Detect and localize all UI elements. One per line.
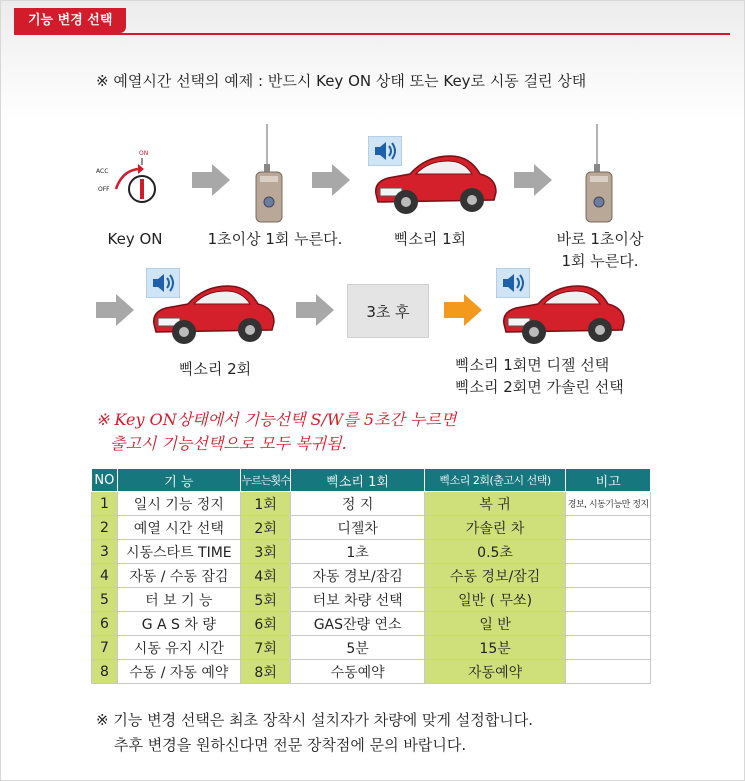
warning-line: ※ Key ON상태에서 기능선택 S/W를 5초간 누르면 [96, 410, 457, 429]
cell-remarks [566, 540, 651, 564]
cell-press-count: 4회 [240, 564, 291, 588]
cell-function: 시동 유지 시간 [117, 636, 240, 660]
cell-beep-twice: 15분 [424, 636, 566, 660]
reset-warning [96, 408, 456, 456]
cell-no: 3 [92, 540, 118, 564]
cell-beep-once: 1초 [291, 540, 424, 564]
cell-no: 7 [92, 636, 118, 660]
cell-no: 8 [92, 660, 118, 684]
cell-remarks: 경보, 시동기능만 정지 [566, 492, 651, 516]
table-row [92, 492, 651, 516]
header-beep-once: 삑소리 1회 [291, 469, 424, 492]
cell-remarks [566, 564, 651, 588]
arrow-right-icon [296, 294, 336, 326]
cell-beep-once: 5분 [291, 636, 424, 660]
cell-function: 자동 / 수동 잠김 [117, 564, 240, 588]
cell-remarks [566, 516, 651, 540]
cell-press-count: 5회 [240, 588, 291, 612]
caption-line: 삑소리 2회면 가솔린 선택 [455, 378, 624, 396]
cell-remarks [566, 612, 651, 636]
caption-line: 삑소리 1회면 디젤 선택 [455, 356, 610, 374]
on-label: ON [139, 150, 149, 157]
cell-remarks [566, 660, 651, 684]
cell-press-count: 2회 [240, 516, 291, 540]
header-press-count: 누르는횟수 [240, 469, 291, 492]
table-row [92, 540, 651, 564]
cell-remarks [566, 588, 651, 612]
remote-control-icon [250, 124, 290, 224]
step-caption-press-again [540, 228, 660, 272]
cell-function: 시동스타트 TIME [117, 540, 240, 564]
car-icon [498, 278, 628, 350]
section-title: 기능 변경 선택 [14, 8, 126, 33]
table-row [92, 564, 651, 588]
cell-beep-once: 자동 경보/잠김 [291, 564, 424, 588]
cell-beep-once: 수동예약 [291, 660, 424, 684]
arrow-right-icon [514, 164, 554, 196]
acc-label: ACC [96, 168, 109, 175]
arrow-right-orange-icon [444, 294, 484, 326]
footer-line: 추후 변경을 원하신다면 전문 장착점에 문의 바랍니다. [114, 736, 467, 754]
title-underline [14, 33, 730, 35]
header-beep-twice: 삑소리 2회(출고시 선택) [424, 469, 566, 492]
ignition-key-icon [94, 145, 166, 205]
header-remarks: 비고 [566, 469, 651, 492]
cell-no: 5 [92, 588, 118, 612]
cell-press-count: 6회 [240, 612, 291, 636]
cell-no: 6 [92, 612, 118, 636]
step-caption-result [455, 354, 655, 398]
cell-no: 1 [92, 492, 118, 516]
cell-beep-twice: 복 귀 [424, 492, 566, 516]
cell-remarks [566, 636, 651, 660]
step-caption-beep-twice: 삑소리 2회 [178, 360, 252, 378]
table-row [92, 588, 651, 612]
step-caption-beep-once: 삑소리 1회 [393, 230, 467, 248]
function-table [91, 468, 651, 684]
cell-beep-twice: 가솔린 차 [424, 516, 566, 540]
step-caption-key-on: Key ON [107, 230, 163, 248]
caption-line: 1회 누른다. [561, 252, 639, 270]
cell-function: 예열 시간 선택 [117, 516, 240, 540]
table-row [92, 612, 651, 636]
arrow-right-icon [312, 164, 352, 196]
header-no: NO [92, 469, 118, 492]
arrow-right-icon [192, 164, 232, 196]
table-row [92, 660, 651, 684]
cell-beep-twice: 일반 ( 무쏘) [424, 588, 566, 612]
step-caption-press-once: 1초이상 1회 누른다. [207, 230, 343, 248]
table-row [92, 636, 651, 660]
cell-beep-twice: 0.5초 [424, 540, 566, 564]
cell-beep-once: 터보 차량 선택 [291, 588, 424, 612]
cell-beep-twice: 자동예약 [424, 660, 566, 684]
cell-function: 일시 기능 정지 [117, 492, 240, 516]
footer-line: ※ 기능 변경 선택은 최초 장착시 설치자가 차량에 맞게 설정합니다. [96, 711, 533, 729]
car-icon [370, 148, 500, 220]
cell-beep-once: GAS잔량 연소 [291, 612, 424, 636]
cell-function: G A S 차 량 [117, 612, 240, 636]
cell-press-count: 3회 [240, 540, 291, 564]
cell-press-count: 8회 [240, 660, 291, 684]
caption-line: 바로 1초이상 [556, 230, 644, 248]
table-row [92, 516, 651, 540]
header-function: 기 능 [117, 469, 240, 492]
off-label: OFF [98, 186, 110, 193]
example-note: ※ 예열시간 선택의 예제 : 반드시 Key ON 상태 또는 Key로 시동 걸린 상태 [96, 72, 587, 90]
cell-function: 수동 / 자동 예약 [117, 660, 240, 684]
warning-line: 출고시 기능선택으로 모두 복귀됨. [110, 434, 347, 453]
table-header-row [92, 469, 651, 492]
cell-beep-once: 정 지 [291, 492, 424, 516]
cell-no: 4 [92, 564, 118, 588]
cell-function: 터 보 기 능 [117, 588, 240, 612]
remote-control-icon [580, 124, 620, 224]
footer-note [96, 708, 533, 758]
arrow-right-icon [96, 294, 136, 326]
cell-beep-twice: 수동 경보/잠김 [424, 564, 566, 588]
wait-3-seconds-box: 3초 후 [347, 284, 429, 338]
cell-beep-twice: 일 반 [424, 612, 566, 636]
cell-press-count: 7회 [240, 636, 291, 660]
cell-press-count: 1회 [240, 492, 291, 516]
car-icon [148, 278, 278, 350]
cell-beep-once: 디젤차 [291, 516, 424, 540]
cell-no: 2 [92, 516, 118, 540]
